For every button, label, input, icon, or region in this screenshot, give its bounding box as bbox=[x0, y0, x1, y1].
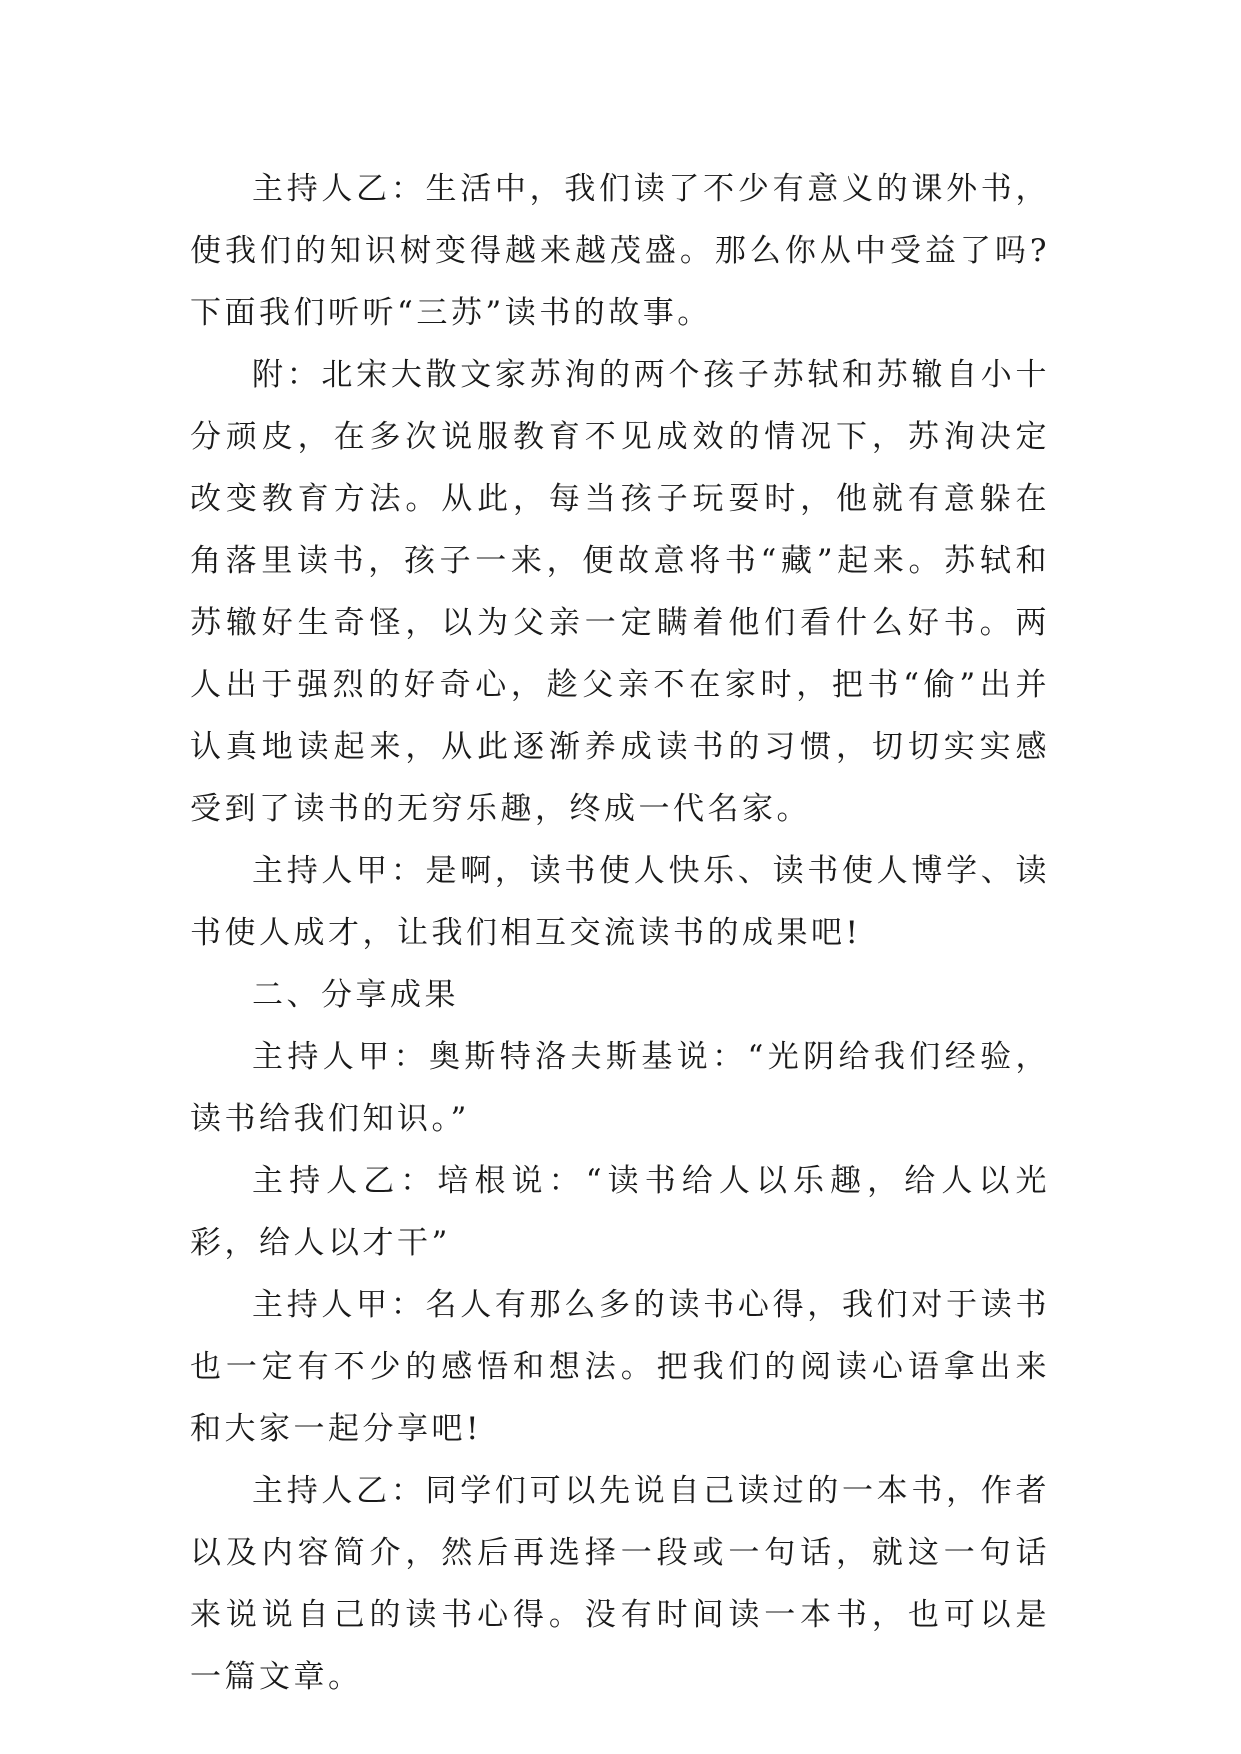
paragraph-host-b-instructions: 主持人乙：同学们可以先说自己读过的一本书，作者以及内容简介，然后再选择一段或一句话，就这一句话来说说自己的读书心得。没有时间读一本书，也可以是一篇文章。 bbox=[190, 1473, 1050, 1695]
paragraph-host-b-quote: 主持人乙：培根说：“读书给人以乐趣，给人以光彩，给人以才干” bbox=[190, 1163, 1050, 1261]
section-heading-share-results: 二、分享成果 bbox=[252, 977, 459, 1013]
paragraph-appendix-su-story: 附：北宋大散文家苏洵的两个孩子苏轼和苏辙自小十分顽皮，在多次说服教育不见成效的情况下，苏洵决定改变教育方法。从此，每当孩子玩耍时，他就有意躲在角落里读书，孩子一来，便故意将书“藏”起来。苏轼和苏辙好生奇怪，以为父亲一定瞒着他们看什么好书。两人出于强烈的好奇心，趁父亲不在家时，把书“偷”出并认真地读起来，从此逐渐养成读书的习惯，切切实实感受到了读书的无穷乐趣，终成一代名家。 bbox=[190, 357, 1050, 827]
paragraph-host-a-invite: 主持人甲：名人有那么多的读书心得，我们对于读书也一定有不少的感悟和想法。把我们的阅读心语拿出来和大家一起分享吧! bbox=[190, 1287, 1050, 1447]
paragraph-host-a-response: 主持人甲：是啊，读书使人快乐、读书使人博学、读书使人成才，让我们相互交流读书的成果吧! bbox=[190, 853, 1050, 951]
document-body bbox=[190, 158, 1050, 1708]
paragraph-host-b-intro: 主持人乙：生活中，我们读了不少有意义的课外书，使我们的知识树变得越来越茂盛。那么你从中受益了吗?下面我们听听“三苏”读书的故事。 bbox=[190, 171, 1050, 331]
paragraph-host-a-quote: 主持人甲：奥斯特洛夫斯基说：“光阴给我们经验，读书给我们知识。” bbox=[190, 1039, 1050, 1137]
